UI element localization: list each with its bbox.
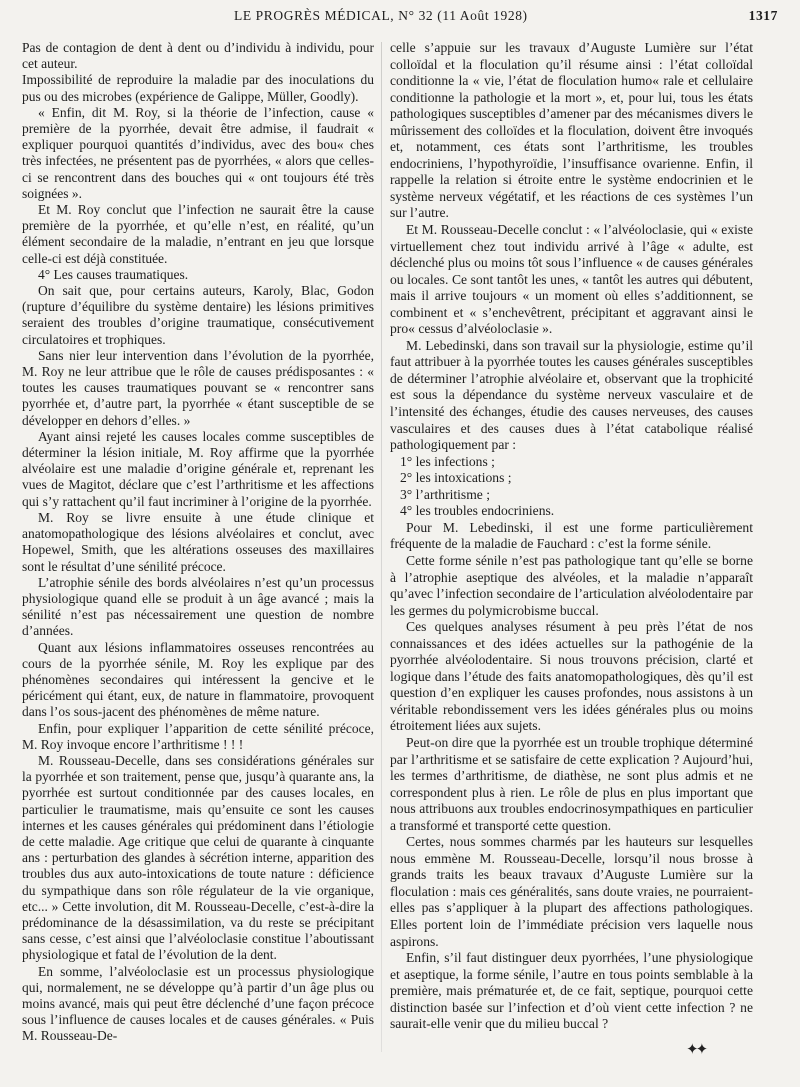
right-column [390, 40, 753, 1033]
paragraph: M. Rousseau-Decelle, dans ses considérations générales sur la pyorrhée et son traitement, pense que, jusqu’à quarante ans, la pyorrhée est surtout conditionnée par des causes locales, en particulier le traumatisme, mais qu’ensuite ce sont les causes internes et les causes générales qui prédominent dans l’étiologie de cette maladie. Age critique que celui de quarante à cinquante ans : perturbation des glandes à sécrétion interne, apparition des troubles dus aux auto-intoxications de toute nature : déficience du sympathique dans son rôle régulateur de la vie organique, etc... » Cette involution, dit M. Rousseau-Decelle, c’est-à-dire la prédominance de la désassimilation, va du reste se précipitant sans cesse, c’est ainsi que l’alvéoloclasie constitue l’aboutissant physiologique et fatal de l’évolution de la dent. [22, 752, 374, 963]
paragraph: M. Lebedinski, dans son travail sur la physiologie, estime qu’il faut attribuer à la pyorrhée toutes les causes générales susceptibles de déterminer l’atrophie alvéolaire et, observant que la trophicité est sous la dépendance du système nerveux vasculaire et de l’intensité des échanges, étudie des causes nerveuses, des causes vasculaires et des causes dues à l’état catabolique réalisé pathologiquement par : [390, 337, 753, 453]
paragraph: Ayant ainsi rejeté les causes locales comme susceptibles de déterminer la lésion initiale, M. Roy affirme que la pyorrhée alvéolaire est une maladie d’origine générale et, reprenant les vues de Magitot, déclare que c’est l’arthritisme et les affections qui s’y rattachent qu’il faut incriminer à l’origine de la pyorrhée. [22, 428, 374, 509]
paragraph: L’atrophie sénile des bords alvéolaires n’est qu’un processus physiologique quand elle se produit à un âge avancé ; mais la sénilité n’est pas nécessairement une question de nombre d’années. [22, 574, 374, 639]
list-item: 4° les troubles endocriniens. [400, 503, 555, 519]
page-number: 1317 [748, 8, 778, 23]
list-item: 2° les intoxications ; [400, 470, 512, 486]
paragraph: Enfin, s’il faut distinguer deux pyorrhées, l’une physiologique et aseptique, la forme sénile, l’autre en tous points semblable à la première, mais prématurée et, de ce fait, septique, pourquoi cette distinction basée sur l’infection et d’où vient cette infection ? ne saurait-elle venir que du milieu buccal ? [390, 950, 753, 1032]
paragraph: Pour M. Lebedinski, il est une forme particulièrement fréquente de la maladie de Fauchard : c’est la forme sénile. [390, 519, 753, 552]
paragraph: Impossibilité de reproduire la maladie par des inoculations du pus ou des microbes (expérience de Galippe, Müller, Goodly). [22, 72, 374, 104]
list-item: 3° l’arthritisme ; [400, 486, 490, 502]
paragraph: Enfin, pour expliquer l’apparition de cette sénilité précoce, M. Roy invoque encore l’arthritisme ! ! ! [22, 720, 374, 752]
paragraph: Et M. Rousseau-Decelle conclut : « l’alvéoloclasie, qui « existe virtuellement chez tout individu arrivé à l’âge « adulte, est déclenché plus ou moins tôt sous l’influence « de causes générales ou locales. Ce sont tantôt les unes, « tantôt les autres qui débutent, mais il arrive toujours « un moment où elles s’additionnent, se combinent et « s’enchevêtrent, précipitant et aggravant ainsi le pro« cessus d’alvéoloclasie ». [390, 222, 753, 337]
paragraph: Cette forme sénile n’est pas pathologique tant qu’elle se borne à l’atrophie aseptique des alvéoles, et la maladie n’apparaît qu’avec l’infection secondaire de l’articulation alvéolodentaire par les germes du polymicrobisme buccal. [390, 552, 753, 618]
paragraph: On sait que, pour certains auteurs, Karoly, Blac, Godon (rupture d’équilibre du système dentaire) les lésions primitives seraient des troubles d’origine traumatique, consécutivement circulatoires et trophiques. [22, 283, 374, 347]
journal-title: LE PROGRÈS MÉDICAL, N° 32 (11 Août 1928) [234, 8, 528, 23]
paragraph: Certes, nous sommes charmés par les hauteurs sur lesquelles nous emmène M. Rousseau-Decelle, lorsqu’il nous brosse à grands traits les beaux travaux d’Auguste Lumière sur la floculation : mais ces généralités, sans doute vraies, ne pourraient-elles pas s’appliquer à la plupart des affections pathologiques. Elles portent loin de l’immédiate précision vers laquelle nous aspirons. [390, 834, 753, 949]
left-column [22, 40, 374, 1045]
paragraph: celle s’appuie sur les travaux d’Auguste Lumière sur l’état colloïdal et la floculation qu’il résume ainsi : l’état colloïdal conditionne la « vie, l’état de floculation humo« rale et cellulaire conditionne la pathologie et la mort », et, pour lui, tous les états pathologiques susceptibles d’amener par des mécanismes divers le mûrissement des colloïdes et la floculation, doivent être invoqués et, notamment, ces états sont l’arthritisme, les troubles endocriniens, l’hypothyroïdie, l’insuffisance ovarienne. Enfin, il rappelle la relation si étroite entre le système endocrinien et le système nerveux végétatif, et les réactions de ces systèmes l’un sur l’autre. [390, 40, 753, 221]
paragraph: M. Roy se livre ensuite à une étude clinique et anatomopathologique des lésions alvéolaires et conclut, avec Hopewel, Smith, que les altérations osseuses des maxillaires sont le résultat d’une sénilité précoce. [22, 509, 374, 574]
paragraph: Peut-on dire que la pyorrhée est un trouble trophique déterminé par l’arthritisme et se satisfaire de cette explication ? Aujourd’hui, les termes d’arthritisme, de diathèse, ne sont plus admis et ne correspondent plus à rien. Le rôle de plus en plus important que nous attribuons aux troubles endocrinosympathiques en particulier a transformé et transporté cette question. [390, 734, 753, 833]
page-header [24, 6, 778, 26]
causes-list [390, 454, 753, 520]
paragraph: Quant aux lésions inflammatoires osseuses rencontrées au cours de la pyorrhée sénile, M. Roy les explique par des phénomènes secondaires qui intéressent la gencive et le péricément qui étant, eux, de nature in flammatoire, provoquent dans l’os sous-jacent des phénomènes de même nature. [22, 639, 374, 720]
paragraph: Sans nier leur intervention dans l’évolution de la pyorrhée, M. Roy ne leur attribue que le rôle de causes prédisposantes : « toutes les causes traumatiques pouvant se « rencontrer sans pyorrhée et, d’autre part, la pyorrhée « étant susceptible de se développer en dehors d’elles. » [22, 347, 374, 428]
column-divider [381, 42, 382, 1052]
paragraph: En somme, l’alvéoloclasie est un processus physiologique qui, normalement, ne se développe qu’à partir d’un âge plus ou moins avancé, mais qui peut être déclenché d’une façon précoce sous l’influence de causes locales et de causes générales. « Puis M. Rousseau-De- [22, 963, 374, 1044]
right-column-top [390, 40, 753, 454]
paragraph: 4° Les causes traumatiques. [38, 266, 189, 282]
paragraph: Et M. Roy conclut que l’infection ne saurait être la cause première de la pyorrhée, et qu’elle n’est, en réalité, qu’un élément secondaire de la maladie, n’entrant en jeu que lorsque celle-ci est déjà constituée. [22, 202, 374, 266]
end-ornament: ✦✦ [686, 1040, 706, 1058]
paragraph: Pas de contagion de dent à dent ou d’individu à individu, pour cet auteur. [22, 40, 374, 72]
list-item: 1° les infections ; [400, 453, 495, 469]
right-column-bottom [390, 520, 753, 1033]
paragraph: « Enfin, dit M. Roy, si la théorie de l’infection, cause « première de la pyorrhée, devait être admise, il faudrait « expliquer pourquoi quantités d’individus, avec des bou« ches très infectées, ne présentent pas de pyorrhées, « alors que celles-ci se rencontrent dans des bouches qui « ont toujours été très soignées ». [22, 104, 374, 201]
paragraph: Ces quelques analyses résument à peu près l’état de nos connaissances et des idées actuelles sur la pathogénie de la pyorrhée alvéolodentaire. Si nous trouvons précision, clarté et logique dans l’étude des faits anatomopathologiques, dès qu’il est question d’en expliquer les causes profondes, nous assistons à un véritable rebondissement vers les idées générales plus ou moins étroitement liées aux sujets. [390, 619, 753, 734]
